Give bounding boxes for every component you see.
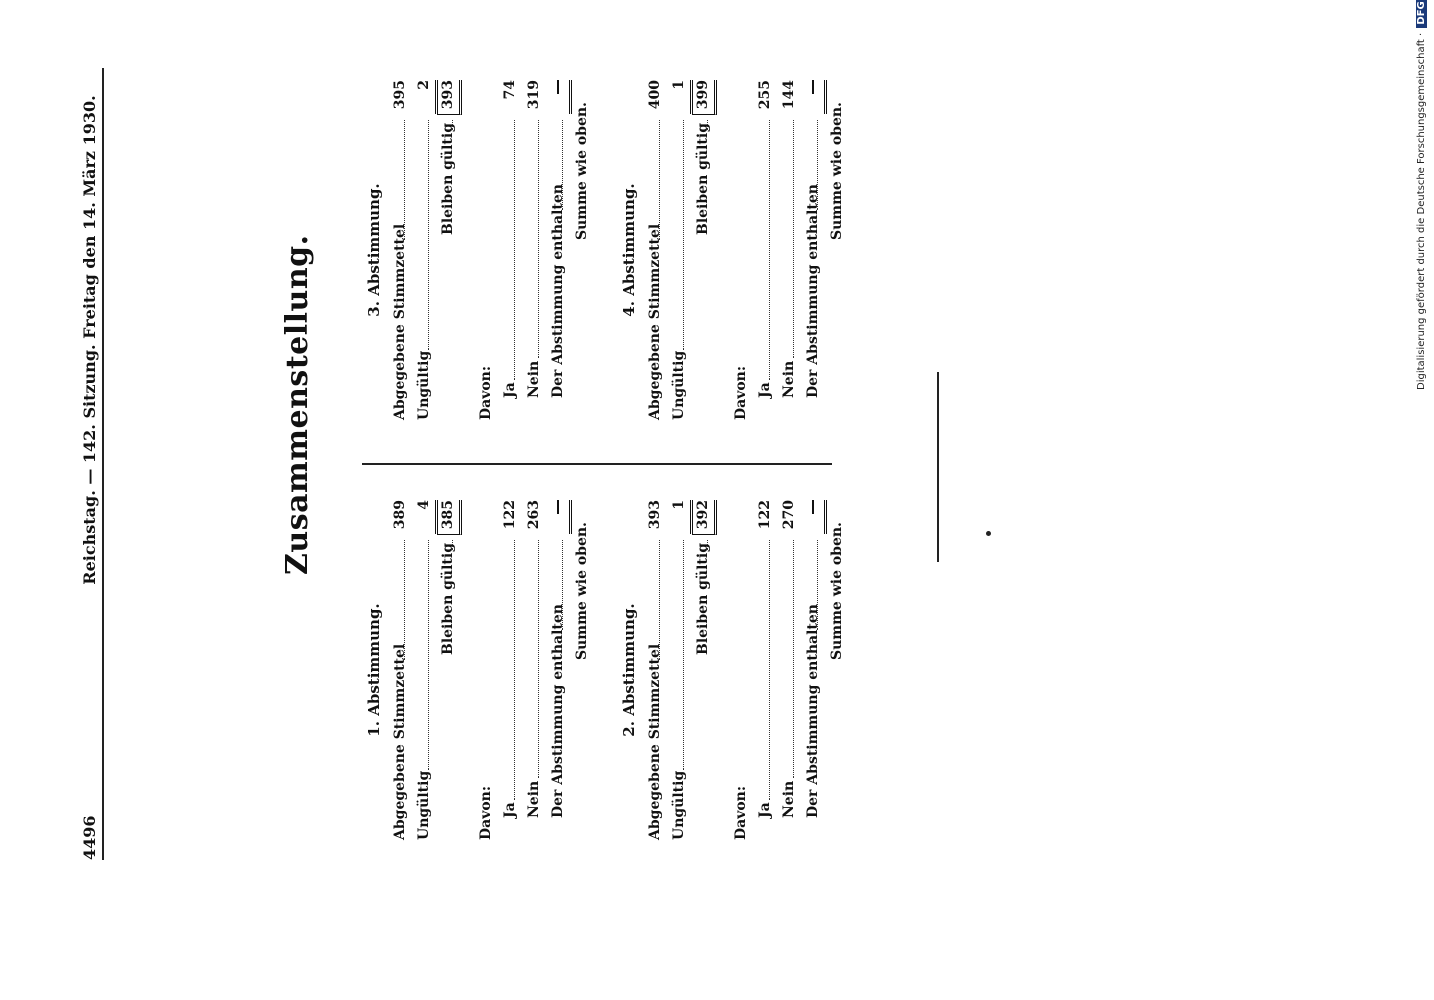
row-gueltig: [692, 80, 716, 420]
leader-dots: [523, 120, 539, 358]
vote-block-3: [365, 80, 595, 420]
leader-dots: [668, 540, 684, 770]
row-abgegebene: [389, 500, 413, 840]
row-gueltig: [437, 500, 461, 840]
gueltig-value: 392: [692, 500, 717, 535]
row-davon: [475, 80, 499, 420]
abgegebene-value: 395: [392, 80, 408, 110]
vote-block-2: [620, 500, 850, 840]
row-davon: [475, 500, 499, 840]
nein-label: Nein: [526, 360, 542, 398]
ungueltig-label: Ungültig: [416, 350, 432, 420]
page-number: 4496: [80, 815, 99, 860]
ja-value: 74: [502, 80, 518, 100]
davon-label: Davon:: [733, 365, 749, 420]
enthalten-label: Der Abstimmung enthalten: [550, 604, 566, 818]
enthalten-value: [802, 500, 827, 534]
nein-label: Nein: [781, 780, 797, 818]
enthalten-value: [547, 500, 572, 534]
abgegebene-value: 393: [647, 500, 663, 530]
column-divider: [362, 463, 832, 465]
leader-dots: [802, 120, 818, 210]
summe-label: Summe wie oben.: [829, 522, 845, 660]
enthalten-label: Der Abstimmung enthalten: [805, 604, 821, 818]
row-nein: [523, 500, 547, 840]
leader-dots: [802, 540, 818, 630]
leader-dots: [499, 120, 515, 380]
vote-block-1: [365, 500, 595, 840]
nein-value: 319: [526, 80, 542, 110]
leader-dots: [754, 120, 770, 380]
vote-title: 1. Abstimmung.: [365, 603, 383, 737]
row-ja: [754, 500, 778, 840]
scan-speck: [986, 531, 991, 536]
page-title: Zusammenstellung.: [280, 234, 315, 575]
leader-dots: [547, 540, 563, 630]
nein-value: 263: [526, 500, 542, 530]
row-enthalten: [547, 80, 571, 420]
row-summe: [826, 80, 850, 420]
abgegebene-label: Abgegebene Stimmzettel: [647, 643, 663, 840]
enthalten-value: [802, 80, 827, 114]
gueltig-label: Bleiben gültig: [695, 543, 711, 655]
leader-dots: [413, 540, 429, 770]
row-gueltig: [437, 80, 461, 420]
leader-dots: [413, 120, 429, 350]
gueltig-label: Bleiben gültig: [440, 123, 456, 235]
enthalten-label: Der Abstimmung enthalten: [550, 184, 566, 398]
ja-value: 255: [757, 80, 773, 110]
ungueltig-label: Ungültig: [416, 770, 432, 840]
row-enthalten: [802, 80, 826, 420]
header-rule: [102, 68, 104, 860]
stray-rule: [937, 372, 939, 562]
row-abgegebene: [644, 80, 668, 420]
abgegebene-value: 389: [392, 500, 408, 530]
leader-dots: [523, 540, 539, 778]
ungueltig-label: Ungültig: [671, 770, 687, 840]
credit-text: Digitalisierung gefördert durch die Deutsche Forschungsgemeinschaft ·: [1416, 32, 1427, 390]
row-davon: [730, 500, 754, 840]
abgegebene-label: Abgegebene Stimmzettel: [392, 643, 408, 840]
enthalten-label: Der Abstimmung enthalten: [805, 184, 821, 398]
leader-dots: [754, 540, 770, 800]
ungueltig-label: Ungültig: [671, 350, 687, 420]
abgegebene-value: 400: [647, 80, 663, 110]
davon-label: Davon:: [478, 365, 494, 420]
leader-dots: [389, 540, 405, 660]
davon-label: Davon:: [733, 785, 749, 840]
gueltig-label: Bleiben gültig: [440, 543, 456, 655]
nein-value: 144: [781, 80, 797, 110]
ja-label: Ja: [502, 802, 518, 818]
ja-label: Ja: [757, 802, 773, 818]
row-gueltig: [692, 500, 716, 840]
enthalten-value: [547, 80, 572, 114]
row-ja: [499, 500, 523, 840]
leader-dots: [644, 120, 660, 240]
summe-label: Summe wie oben.: [574, 102, 590, 240]
ungueltig-value: 1: [668, 500, 693, 534]
row-abgegebene: [644, 500, 668, 840]
row-nein: [523, 80, 547, 420]
leader-dots: [692, 120, 708, 130]
leader-dots: [644, 540, 660, 660]
session-line: Reichstag. — 142. Sitzung. Freitag den 14. März 1930.: [80, 95, 99, 585]
row-ja: [754, 80, 778, 420]
ja-label: Ja: [757, 382, 773, 398]
row-davon: [730, 80, 754, 420]
vote-title: 4. Abstimmung.: [620, 183, 638, 317]
gueltig-value: 385: [437, 500, 462, 535]
row-ungueltig: [413, 80, 437, 420]
leader-dots: [389, 120, 405, 240]
row-enthalten: [547, 500, 571, 840]
document-page: [80, 60, 860, 960]
nein-value: 270: [781, 500, 797, 530]
ungueltig-value: 2: [413, 80, 438, 114]
gueltig-label: Bleiben gültig: [695, 123, 711, 235]
row-ja: [499, 80, 523, 420]
row-summe: [571, 80, 595, 420]
row-abgegebene: [389, 80, 413, 420]
gueltig-value: 393: [437, 80, 462, 115]
leader-dots: [692, 540, 708, 550]
row-ungueltig: [668, 500, 692, 840]
abgegebene-label: Abgegebene Stimmzettel: [647, 223, 663, 420]
row-ungueltig: [668, 80, 692, 420]
ja-value: 122: [757, 500, 773, 530]
leader-dots: [547, 120, 563, 210]
nein-label: Nein: [781, 360, 797, 398]
row-nein: [778, 500, 802, 840]
row-summe: [571, 500, 595, 840]
leader-dots: [499, 540, 515, 800]
ja-label: Ja: [502, 382, 518, 398]
vote-title: 2. Abstimmung.: [620, 603, 638, 737]
leader-dots: [437, 120, 453, 130]
dfg-logo: DFG: [1416, 0, 1427, 28]
summe-label: Summe wie oben.: [829, 102, 845, 240]
gueltig-value: 399: [692, 80, 717, 115]
davon-label: Davon:: [478, 785, 494, 840]
ungueltig-value: 1: [668, 80, 693, 114]
nein-label: Nein: [526, 780, 542, 818]
leader-dots: [668, 120, 684, 350]
abgegebene-label: Abgegebene Stimmzettel: [392, 223, 408, 420]
vote-block-4: [620, 80, 850, 420]
row-nein: [778, 80, 802, 420]
row-summe: [826, 500, 850, 840]
row-enthalten: [802, 500, 826, 840]
ungueltig-value: 4: [413, 500, 438, 534]
ja-value: 122: [502, 500, 518, 530]
leader-dots: [778, 120, 794, 358]
leader-dots: [437, 540, 453, 550]
summe-label: Summe wie oben.: [574, 522, 590, 660]
digitization-credit: [1416, 1, 1434, 390]
leader-dots: [778, 540, 794, 778]
row-ungueltig: [413, 500, 437, 840]
vote-title: 3. Abstimmung.: [365, 183, 383, 317]
